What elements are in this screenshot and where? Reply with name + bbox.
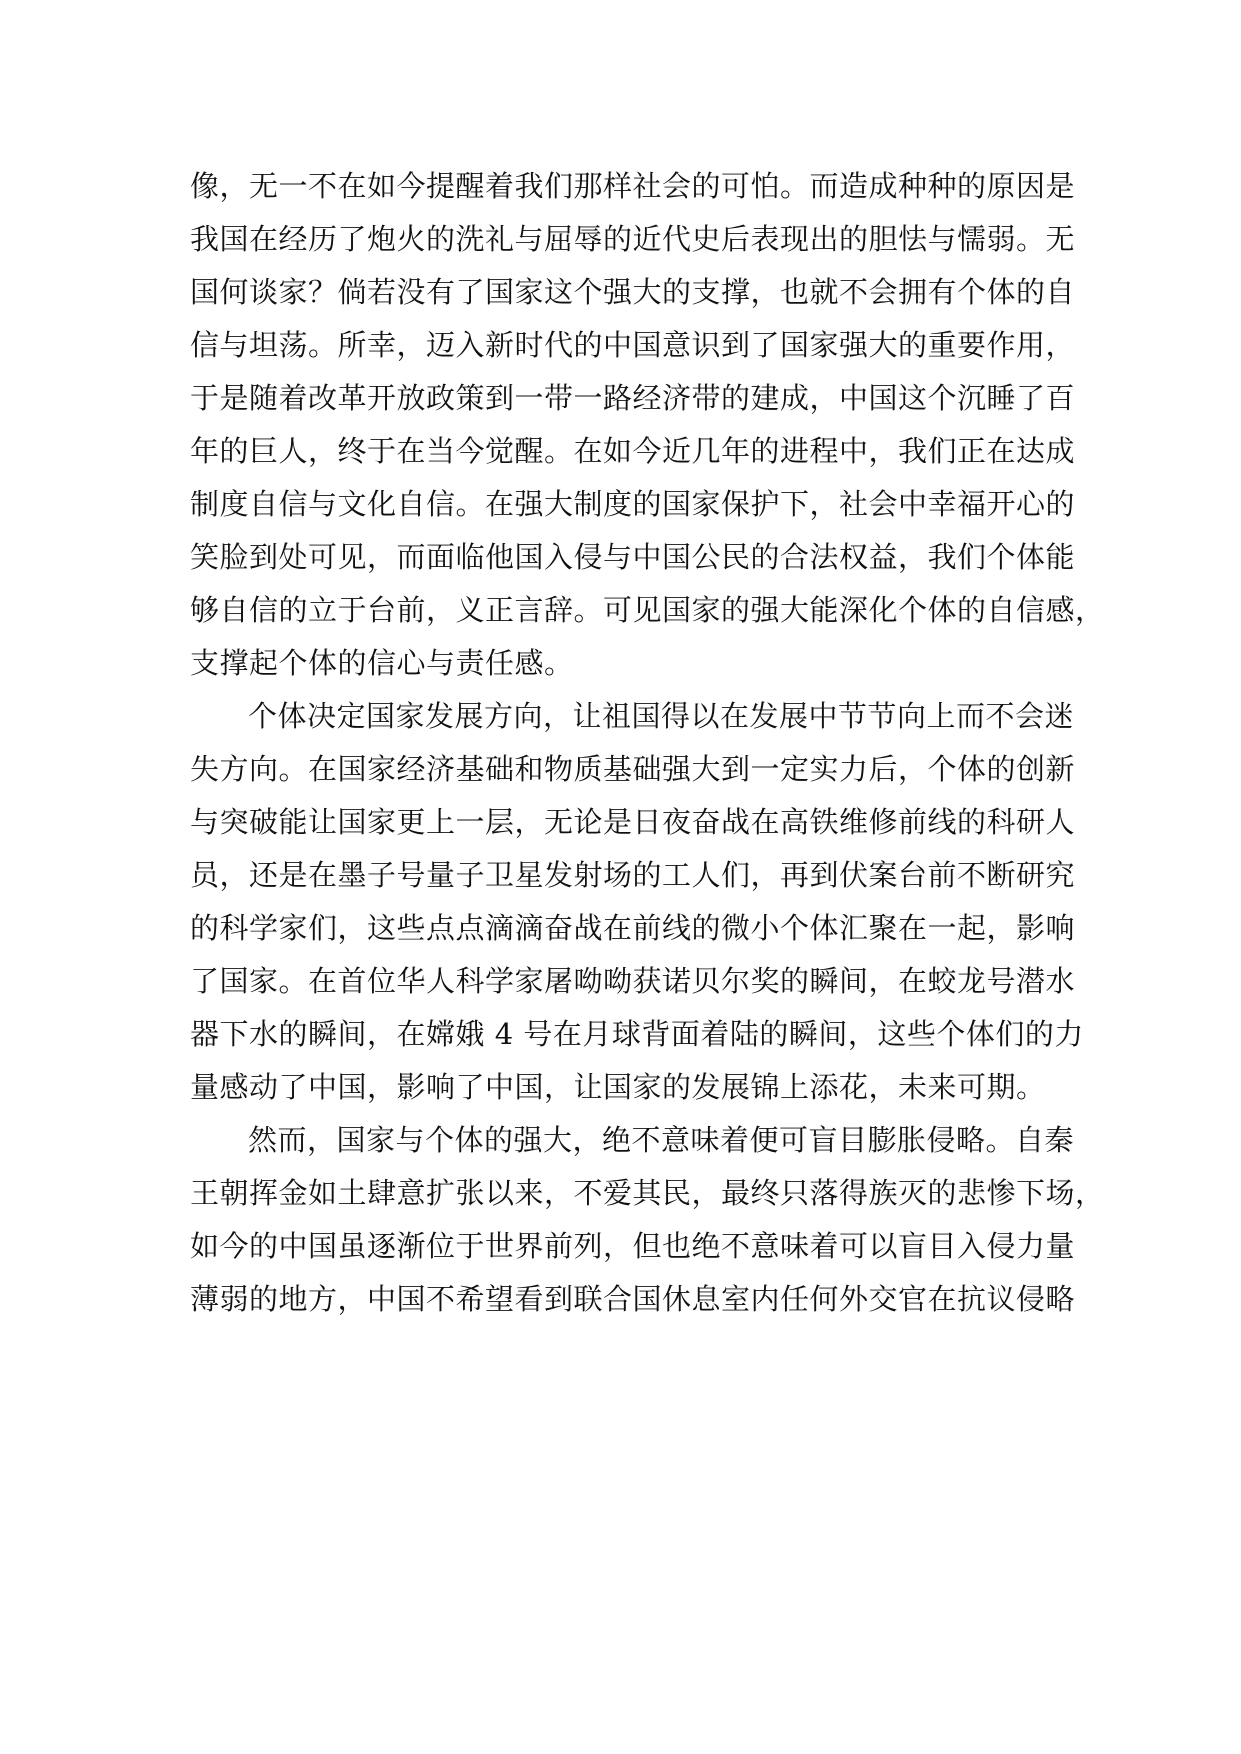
text-line: 个体决定国家发展方向，让祖国得以在发展中节节向上而不会迷 bbox=[248, 699, 1075, 733]
text-line: 与突破能让国家更上一层，无论是日夜奋战在高铁维修前线的科研人 bbox=[190, 805, 1076, 839]
text-line: 了国家。在首位华人科学家屠呦呦获诺贝尔奖的瞬间，在蛟龙号潜水 bbox=[190, 964, 1076, 998]
text-line: 王朝挥金如土肆意扩张以来，不爱其民，最终只落得族灭的悲惨下场， bbox=[190, 1176, 1105, 1210]
text-line: 制度自信与文化自信。在强大制度的国家保护下，社会中幸福开心的 bbox=[190, 487, 1076, 521]
text-line: 像，无一不在如今提醒着我们那样社会的可怕。而造成种种的原因是 bbox=[190, 169, 1076, 203]
text-line: 薄弱的地方，中国不希望看到联合国休息室内任何外交官在抗议侵略 bbox=[190, 1282, 1076, 1316]
text-line: 我国在经历了炮火的洗礼与屈辱的近代史后表现出的胆怯与懦弱。无 bbox=[190, 222, 1076, 256]
text-line: 失方向。在国家经济基础和物质基础强大到一定实力后，个体的创新 bbox=[190, 752, 1076, 786]
text-line: 笑脸到处可见，而面临他国入侵与中国公民的合法权益，我们个体能 bbox=[190, 540, 1076, 574]
text-line: 国何谈家？倘若没有了国家这个强大的支撑，也就不会拥有个体的自 bbox=[190, 275, 1076, 309]
text-line: 够自信的立于台前，义正言辞。可见国家的强大能深化个体的自信感， bbox=[190, 593, 1105, 627]
text-line: 的科学家们，这些点点滴滴奋战在前线的微小个体汇聚在一起，影响 bbox=[190, 911, 1076, 945]
text-line: 支撑起个体的信心与责任感。 bbox=[190, 646, 574, 680]
text-line: 年的巨人，终于在当今觉醒。在如今近几年的进程中，我们正在达成 bbox=[190, 434, 1076, 468]
text-line: 员，还是在墨子号量子卫星发射场的工人们，再到伏案台前不断研究 bbox=[190, 858, 1076, 892]
body-text bbox=[190, 160, 1105, 1326]
text-line: 于是随着改革开放政策到一带一路经济带的建成，中国这个沉睡了百 bbox=[190, 381, 1076, 415]
text-line: 器下水的瞬间，在嫦娥 4 号在月球背面着陆的瞬间，这些个体们的力 bbox=[190, 1017, 1084, 1051]
text-line: 如今的中国虽逐渐位于世界前列，但也绝不意味着可以盲目入侵力量 bbox=[190, 1229, 1076, 1263]
text-line: 量感动了中国，影响了中国，让国家的发展锦上添花，未来可期。 bbox=[190, 1070, 1046, 1104]
text-line: 然而，国家与个体的强大，绝不意味着便可盲目膨胀侵略。自秦 bbox=[248, 1123, 1075, 1157]
text-line: 信与坦荡。所幸，迈入新时代的中国意识到了国家强大的重要作用， bbox=[190, 328, 1076, 362]
